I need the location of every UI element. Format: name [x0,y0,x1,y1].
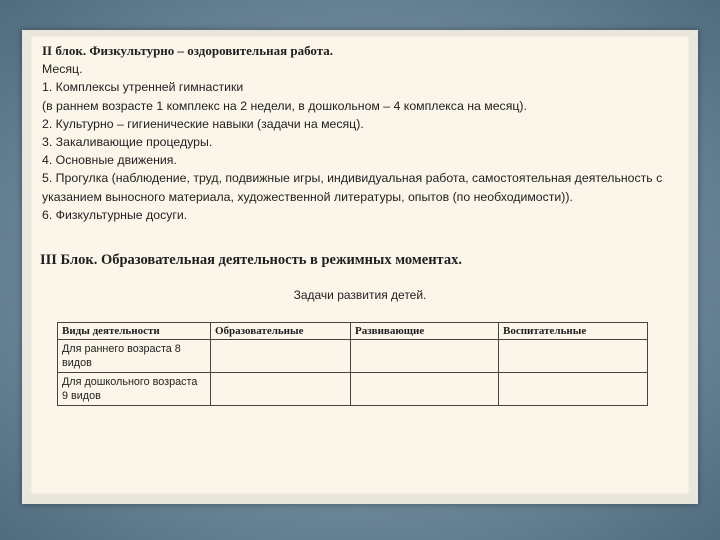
table-cell [351,340,499,373]
table-cell [351,373,499,406]
table-row [58,373,648,406]
block2-line: 5. Прогулка (наблюдение, труд, подвижные игры, индивидуальная работа, самостоятельная деятельность с указанием выносного материала, художественной литературы, опытов (по необходимости)). [42,171,663,204]
table-header-cell: Воспитательные [499,323,648,340]
tasks-title-text: Задачи развития детей. [293,288,427,302]
block3-title: III Блок. Образовательная деятельность в режимных моментах. [40,252,462,268]
table-header-cell: Развивающие [351,323,499,340]
block2-line: (в раннем возрасте 1 комплекс на 2 недели, в дошкольном – 4 комплекса на месяц). [42,98,527,113]
block2-line: 6. Физкультурные досуги. [42,207,188,222]
table-cell [499,340,648,373]
block2-line: 3. Закаливающие процедуры. [42,135,213,150]
table-cell [211,340,351,373]
table-cell: Для раннего возраста 8 видов [58,340,211,373]
block2-line: 1. Комплексы утренней гимнастики [42,80,244,95]
tasks-title [0,288,720,302]
block2-line: 4. Основные движения. [42,153,177,168]
block2-line: 2. Культурно – гигиенические навыки (задачи на месяц). [42,116,364,131]
block2-section [42,42,687,224]
block2-title: II блок. Физкультурно – оздоровительная работа. [42,43,334,58]
table-header-row [58,323,648,340]
table-header-cell: Виды деятельности [58,323,211,340]
table-cell: Для дошкольного возраста 9 видов [58,373,211,406]
table-cell [499,373,648,406]
table-header-cell: Образовательные [211,323,351,340]
table-row [58,340,648,373]
table-cell [211,373,351,406]
tasks-table [57,322,648,406]
block2-line: Месяц. [42,62,83,77]
